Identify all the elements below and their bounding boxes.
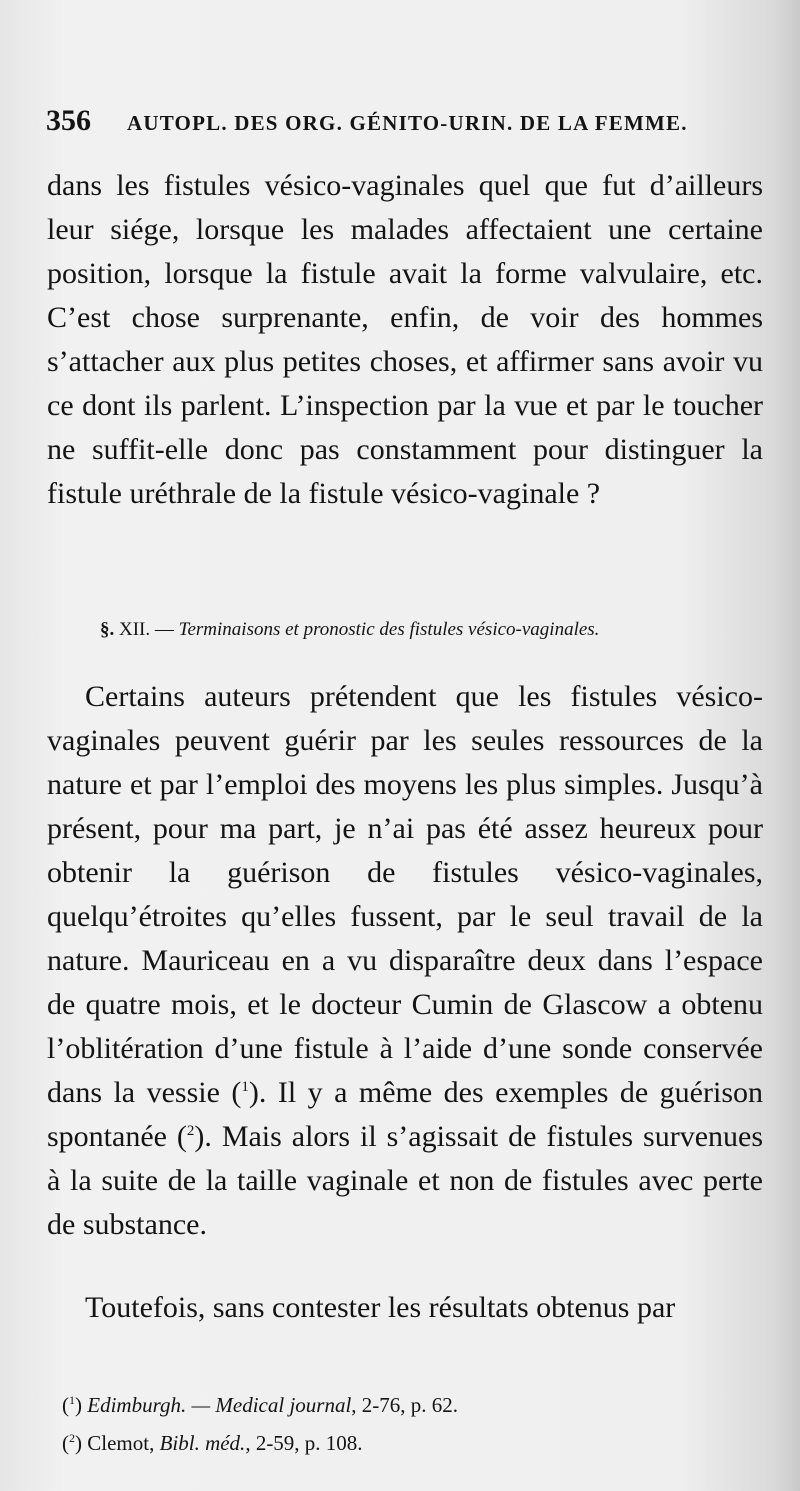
section-number: XII. <box>119 619 151 640</box>
section-mark: §. <box>100 619 115 640</box>
footnote-source: Edimburgh. — Medical journal <box>87 1393 352 1417</box>
section-title: Terminaisons et pronostic des fistules vésico-vaginales. <box>178 619 600 640</box>
footnote-ref-1: 1 <box>241 1079 249 1095</box>
section-heading <box>100 619 760 641</box>
footnote-1: ($^1$) Edimburgh. — Medical journal, 2-76, p. 62. <box>62 1393 459 1417</box>
footnote-mark: 2 <box>69 1431 75 1445</box>
section-dash: — <box>154 619 174 640</box>
paragraph-text: Certains auteurs prétendent que les fistules vésico-vaginales peuvent guérir par les seules ressources de la nature et par l’emploi des moyens les plus simples. Jusqu’à présent, pour ma part, je n’ai pas été assez heureux pour obtenir la guérison de fistules vésico-vaginales, quelqu’étroites qu’elles fussent, par le seul travail de la nature. Mauriceau en a vu disparaître deux dans l’espace de quatre mois, et le docteur Cumin de Glascow a obtenu l’oblitération d’une fistule à l’aide d’une sonde conservée dans la vessie ( <box>47 680 763 1109</box>
footnote-source: Bibl. méd. <box>159 1431 246 1455</box>
paragraph-next: Toutefois, sans contester les résultats obtenus par <box>85 1291 676 1324</box>
paragraph-text: ). Mais alors il s’agissait de fistules survenues à la suite de la taille vaginale et non de fistules avec perte de substance. <box>47 1120 763 1241</box>
footnote-2: ($^2$) Clemot, Bibl. méd., 2-59, p. 108. <box>62 1431 363 1455</box>
paragraph-continuation: dans les fistules vésico-vaginales quel que fut d’ailleurs leur siége, lorsque les malades affectaient une certaine position, lorsque la fistule avait la forme valvulaire, etc. C’est chose surprenante, enfin, de voir des hommes s’attacher aux plus petites choses, et affirmer sans avoir vu ce dont ils parlent. L’inspection par la vue et par le toucher ne suffit-elle donc pas constamment pour distinguer la fistule uréthrale de la fistule vésico-vaginale ? <box>47 169 763 510</box>
running-title: AUTOPL. DES ORG. GÉNITO-URIN. DE LA FEMME. <box>127 111 688 135</box>
footnote-mark: 1 <box>69 1393 75 1407</box>
footnote-ref-2: 2 <box>186 1123 195 1139</box>
page-number: 356 <box>46 104 91 137</box>
paragraph-text: ). Il y a même des exemples de guérison spontanée ( <box>47 1076 764 1153</box>
paragraph-prognosis <box>47 675 763 1247</box>
running-header <box>46 104 766 144</box>
footnotes <box>62 1386 762 1462</box>
